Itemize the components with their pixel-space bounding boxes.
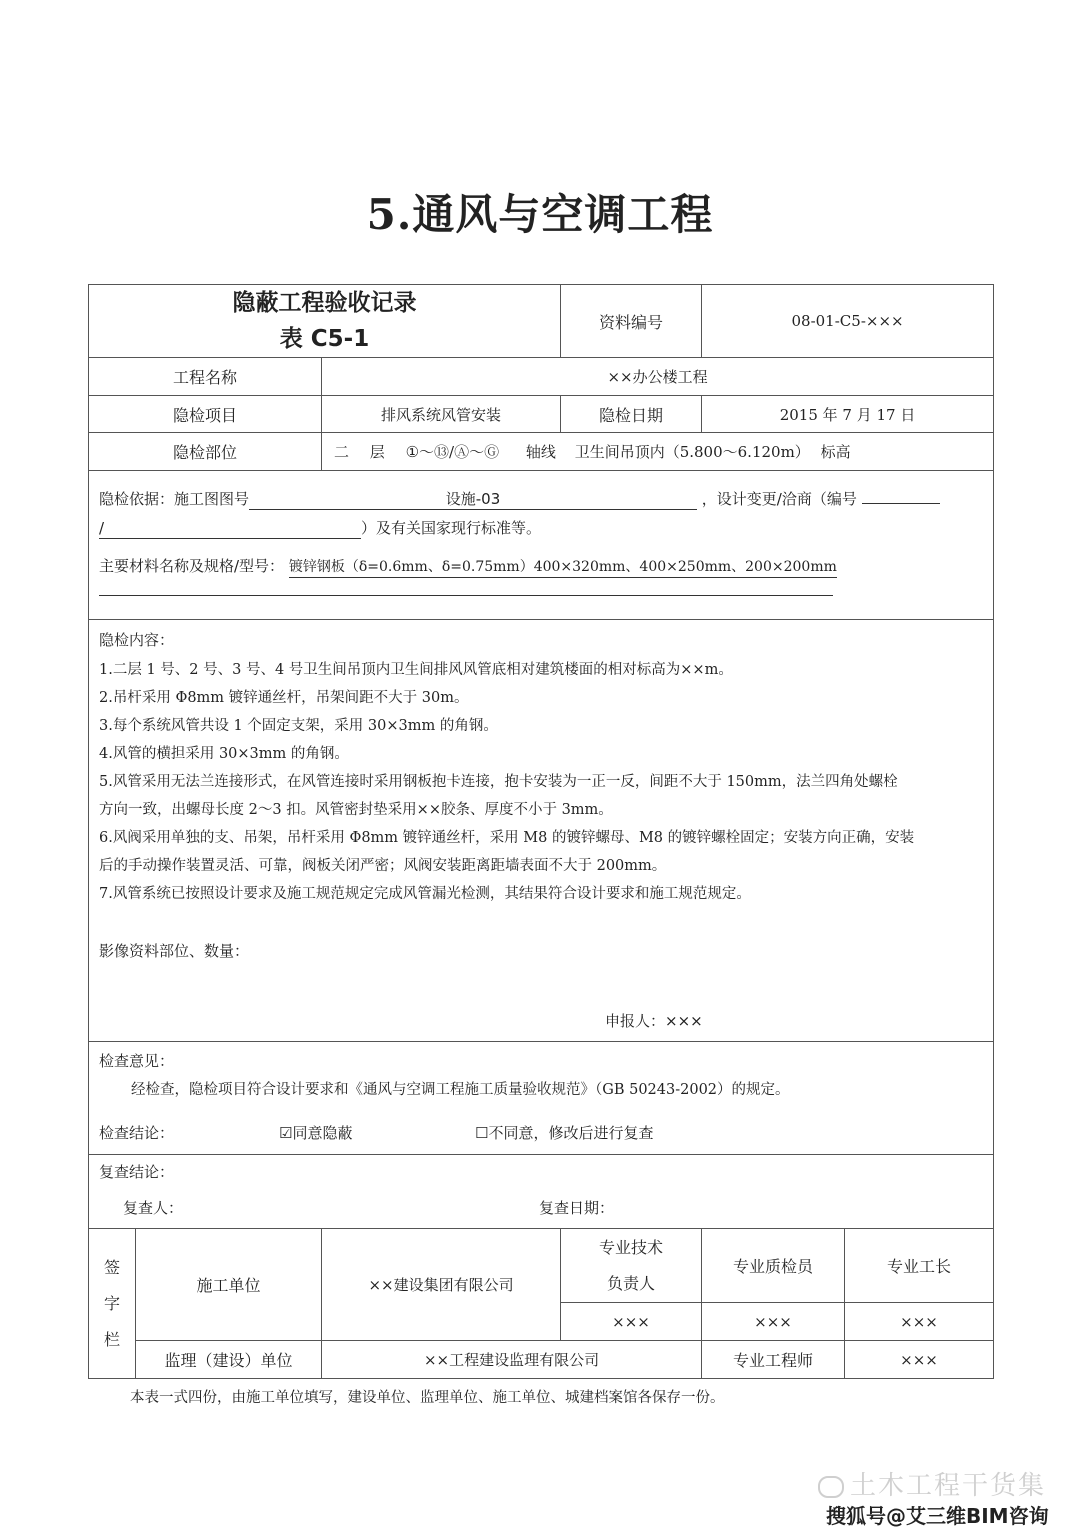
sign-side-label [89,1229,136,1379]
axis-value: ①～⑬/Ⓐ～Ⓖ [405,443,500,461]
recheck-label: 复查结论： [99,1163,175,1181]
construction-label: 施工单位 [136,1229,322,1341]
content-line: 4.风管的横担采用 30×3mm 的角钢。 [99,746,349,762]
basis-section [89,471,994,620]
project-value: ××办公楼工程 [322,358,994,396]
inspection-location-value [322,433,994,471]
tech-lead-value: ××× [561,1303,702,1341]
inspection-form [88,284,994,1379]
inspection-location-label: 隐检部位 [89,433,322,471]
inspection-date-label: 隐检日期 [561,396,702,433]
engineer-label: 专业工程师 [702,1341,845,1379]
change-label: ，设计变更/洽商（编号 [701,490,857,508]
construction-value: ××建设集团有限公司 [322,1229,561,1341]
content-label: 隐检内容： [99,631,175,649]
form-title [89,285,561,358]
content-line: 6.风阀采用单独的支、吊架，吊杆采用 Φ8mm 镀锌通丝杆，采用 M8 的镀锌螺母、M8 的镀锌螺栓固定；安装方向正确，安装 [99,830,915,846]
elevation-label: 标高 [820,443,851,461]
photo-label: 影像资料部位、数量： [99,942,250,960]
project-label: 工程名称 [89,358,322,396]
floor-unit: 层 [369,443,385,461]
recheck-section [89,1155,994,1229]
tech-lead-label-line1: 专业技术 [599,1237,664,1257]
basis-line2 [99,517,541,539]
form-title-line1: 隐蔽工程验收记录 [232,290,417,316]
footer-note: 本表一式四份，由施工单位填写，建设单位、监理单位、施工单位、城建档案馆各保存一份。 [130,1390,725,1406]
watermark-line1 [818,1465,1046,1502]
content-line: 2.吊杆采用 Φ8mm 镀锌通丝杆，吊架间距不大于 30m。 [99,690,469,706]
option-agree[interactable]: ☑同意隐蔽 [279,1124,353,1142]
qc-value: ××× [702,1303,845,1341]
sign-side-char: 签 [103,1257,120,1277]
content-line: 3.每个系统风管共设 1 个固定支架，采用 30×3mm 的角钢。 [99,718,498,734]
materials-value: 镀锌钢板（δ=0.6mm、δ=0.75mm）400×320mm、400×250mm、200×200mm [289,557,837,578]
materials-label: 主要材料名称及规格/型号： [99,557,285,575]
tech-lead-label [561,1229,702,1303]
watermark-line2: 搜狐号@艾三维BIM咨询 [826,1504,1049,1528]
doc-no-label: 资料编号 [561,285,702,358]
content-line: 7.风管系统已按照设计要求及施工规范规定完成风管漏光检测，其结果符合设计要求和施工规范规定。 [99,886,751,902]
check-section [89,1042,994,1155]
applicant: 申报人：××× [605,1012,703,1030]
inspection-item-value: 排风系统风管安装 [322,396,561,433]
recheck-person-label: 复查人： [123,1199,184,1217]
foreman-label: 专业工长 [845,1229,994,1303]
page-title: 5.通风与空调工程 [366,190,714,239]
form-title-line2: 表 C5-1 [279,326,370,352]
qc-label: 专业质检员 [702,1229,845,1303]
basis-suffix: ）及有关国家现行标准等。 [361,519,542,537]
floor-value: 二 [334,443,350,461]
axis-label: 轴线 [525,443,556,461]
content-line: 后的手动操作装置灵活、可靠，阀板关闭严密；风阀安装距离距墙表面不大于 200mm。 [99,858,667,874]
engineer-value: ××× [845,1341,994,1379]
sign-side-char: 字 [103,1293,120,1313]
check-label: 检查意见： [99,1052,175,1070]
content-line: 方向一致，出螺母长度 2～3 扣。风管密封垫采用××胶条、厚度不小于 3mm。 [99,802,613,818]
sign-side-char: 栏 [103,1329,120,1349]
elevation-value: 卫生间吊顶内（5.800～6.120m） [574,443,810,461]
option-disagree[interactable]: ☐不同意，修改后进行复查 [475,1124,654,1142]
change-no: / [99,518,361,539]
doc-no-value: 08-01-C5-××× [702,285,994,358]
supervision-label: 监理（建设）单位 [136,1341,322,1379]
check-text: 经检查，隐检项目符合设计要求和《通风与空调工程施工质量验收规范》（GB 50243-2002）的规定。 [131,1082,790,1098]
foreman-value: ××× [845,1303,994,1341]
content-line: 1.二层 1 号、2 号、3 号、4 号卫生间吊顶内卫生间排风风管底相对建筑楼面的相对标高为××m。 [99,662,733,678]
supervision-value: ××工程建设监理有限公司 [322,1341,702,1379]
conclusion-label: 检查结论： [99,1124,175,1142]
wechat-icon [818,1476,844,1498]
content-list [99,656,993,908]
basis-prefix: 隐检依据：施工图图号 [99,490,250,508]
watermark-text1: 土木工程干货集 [850,1471,1047,1501]
recheck-date-label: 复查日期： [539,1199,615,1217]
drawing-no: 设施-03 [249,489,697,510]
inspection-date-value: 2015 年 7 月 17 日 [702,396,994,433]
change-no-blank [862,483,940,504]
basis-line1 [99,483,940,510]
inspection-item-label: 隐检项目 [89,396,322,433]
tech-lead-label-line2: 负责人 [607,1273,656,1293]
materials-blank-line [99,595,833,596]
content-section [89,620,994,1042]
materials-line [99,555,837,578]
content-line: 5.风管采用无法兰连接形式，在风管连接时采用钢板抱卡连接，抱卡安装为一正一反，间距不大于 150mm，法兰四角处螺栓 [99,774,898,790]
